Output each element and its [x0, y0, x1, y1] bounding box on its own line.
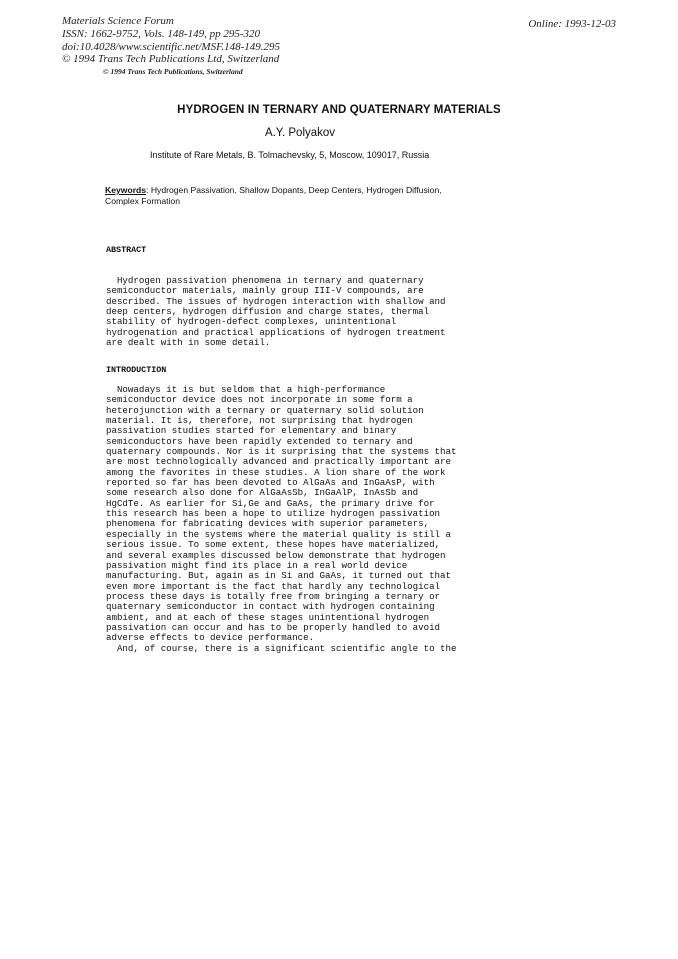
online-date: Online: 1993-12-03 — [528, 18, 616, 30]
introduction-line: Nowadays it is but seldom that a high-performance — [106, 384, 386, 395]
introduction-line: among the favorites in these studies. A lion share of the work — [106, 466, 446, 478]
introduction-line: are most technologically advanced and practically important are — [106, 456, 451, 468]
introduction-line: quaternary compounds. Nor is it surprising that the systems that — [106, 446, 457, 458]
abstract-line: semiconductor materials, mainly group III-V compounds, are — [106, 285, 424, 297]
introduction-line: quaternary semiconductor in contact with hydrogen containing — [106, 601, 435, 613]
keywords-label: Keywords — [105, 185, 147, 195]
introduction-line: this research has been a hope to utilize hydrogen passivation — [106, 508, 441, 520]
introduction-line: semiconductor device does not incorporate in some form a — [106, 394, 413, 406]
keywords-block — [105, 185, 525, 207]
introduction-line: especially in the systems where the material quality is still a — [106, 528, 451, 540]
introduction-line: passivation can occur and has to be properly handled to avoid — [106, 621, 441, 633]
introduction-line: HgCdTe. As earlier for Si,Ge and GaAs, the primary drive for — [106, 497, 435, 509]
introduction-line: material. It is, therefore, not surprising that hydrogen — [106, 415, 413, 427]
abstract-line: Hydrogen passivation phenomena in ternary and quaternary — [106, 275, 424, 286]
journal-name: Materials Science Forum — [62, 15, 174, 27]
keywords-text-1: : Hydrogen Passivation, Shallow Dopants, Deep Centers, Hydrogen Diffusion, — [146, 185, 442, 195]
introduction-line: process these days is totally free from bringing a ternary or — [106, 590, 441, 602]
introduction-heading: INTRODUCTION — [106, 365, 167, 375]
introduction-line: passivation studies started for elementary and binary — [106, 425, 397, 437]
introduction-line: and several examples discussed below demonstrate that hydrogen — [106, 549, 446, 561]
introduction-line: passivation might find its place in a real world device — [106, 559, 408, 571]
abstract-line: are dealt with in some detail. — [106, 337, 271, 349]
doi-line: doi:10.4028/www.scientific.net/MSF.148-149.295 — [62, 41, 281, 53]
keywords-line-1 — [105, 185, 525, 196]
introduction-body — [106, 385, 456, 654]
introduction-line: manufacturing. But, again as in Si and GaAs, it turned out that — [106, 570, 451, 582]
introduction-line: heterojunction with a ternary or quaternary solid solution — [106, 404, 424, 416]
introduction-line: phenomena for fabricating devices with superior parameters, — [106, 518, 430, 530]
introduction-line: some research also done for AlGaAsSb, InGaAlP, InAsSb and — [106, 487, 419, 499]
abstract-line: deep centers, hydrogen diffusion and charge states, thermal — [106, 306, 430, 318]
abstract-body — [106, 276, 446, 348]
introduction-line: serious issue. To some extent, these hopes have materialized, — [106, 539, 441, 551]
introduction-line: reported so far has been devoted to AlGaAs and InGaAsP, with — [106, 477, 435, 489]
paper-author: A.Y. Polyakov — [264, 127, 336, 139]
introduction-line: ambient, and at each of these stages unintentional hydrogen — [106, 611, 430, 623]
paper-title: HYDROGEN IN TERNARY AND QUATERNARY MATERIALS — [177, 104, 501, 116]
keywords-line-2: Complex Formation — [105, 196, 180, 206]
issn-line: ISSN: 1662-9752, Vols. 148-149, pp 295-320 — [62, 28, 260, 40]
copyright-line: © 1994 Trans Tech Publications Ltd, Switzerland — [62, 53, 280, 65]
abstract-line: hydrogenation and practical applications of hydrogen treatment — [106, 326, 446, 338]
abstract-line: described. The issues of hydrogen interaction with shallow and — [106, 295, 446, 307]
introduction-line: adverse effects to device performance. — [106, 632, 315, 644]
introduction-line: even more important is the fact that hardly any technological — [106, 580, 441, 592]
publisher-line: © 1994 Trans Tech Publications, Switzerland — [103, 67, 243, 76]
abstract-line: stability of hydrogen-defect complexes, unintentional — [106, 316, 397, 328]
introduction-line: And, of course, there is a significant scientific angle to the — [106, 642, 457, 654]
introduction-line: semiconductors have been rapidly extended to ternary and — [106, 435, 413, 447]
abstract-heading: ABSTRACT — [106, 245, 147, 255]
paper-affiliation: Institute of Rare Metals, B. Tolmachevsky, 5, Moscow, 109017, Russia — [150, 150, 430, 160]
